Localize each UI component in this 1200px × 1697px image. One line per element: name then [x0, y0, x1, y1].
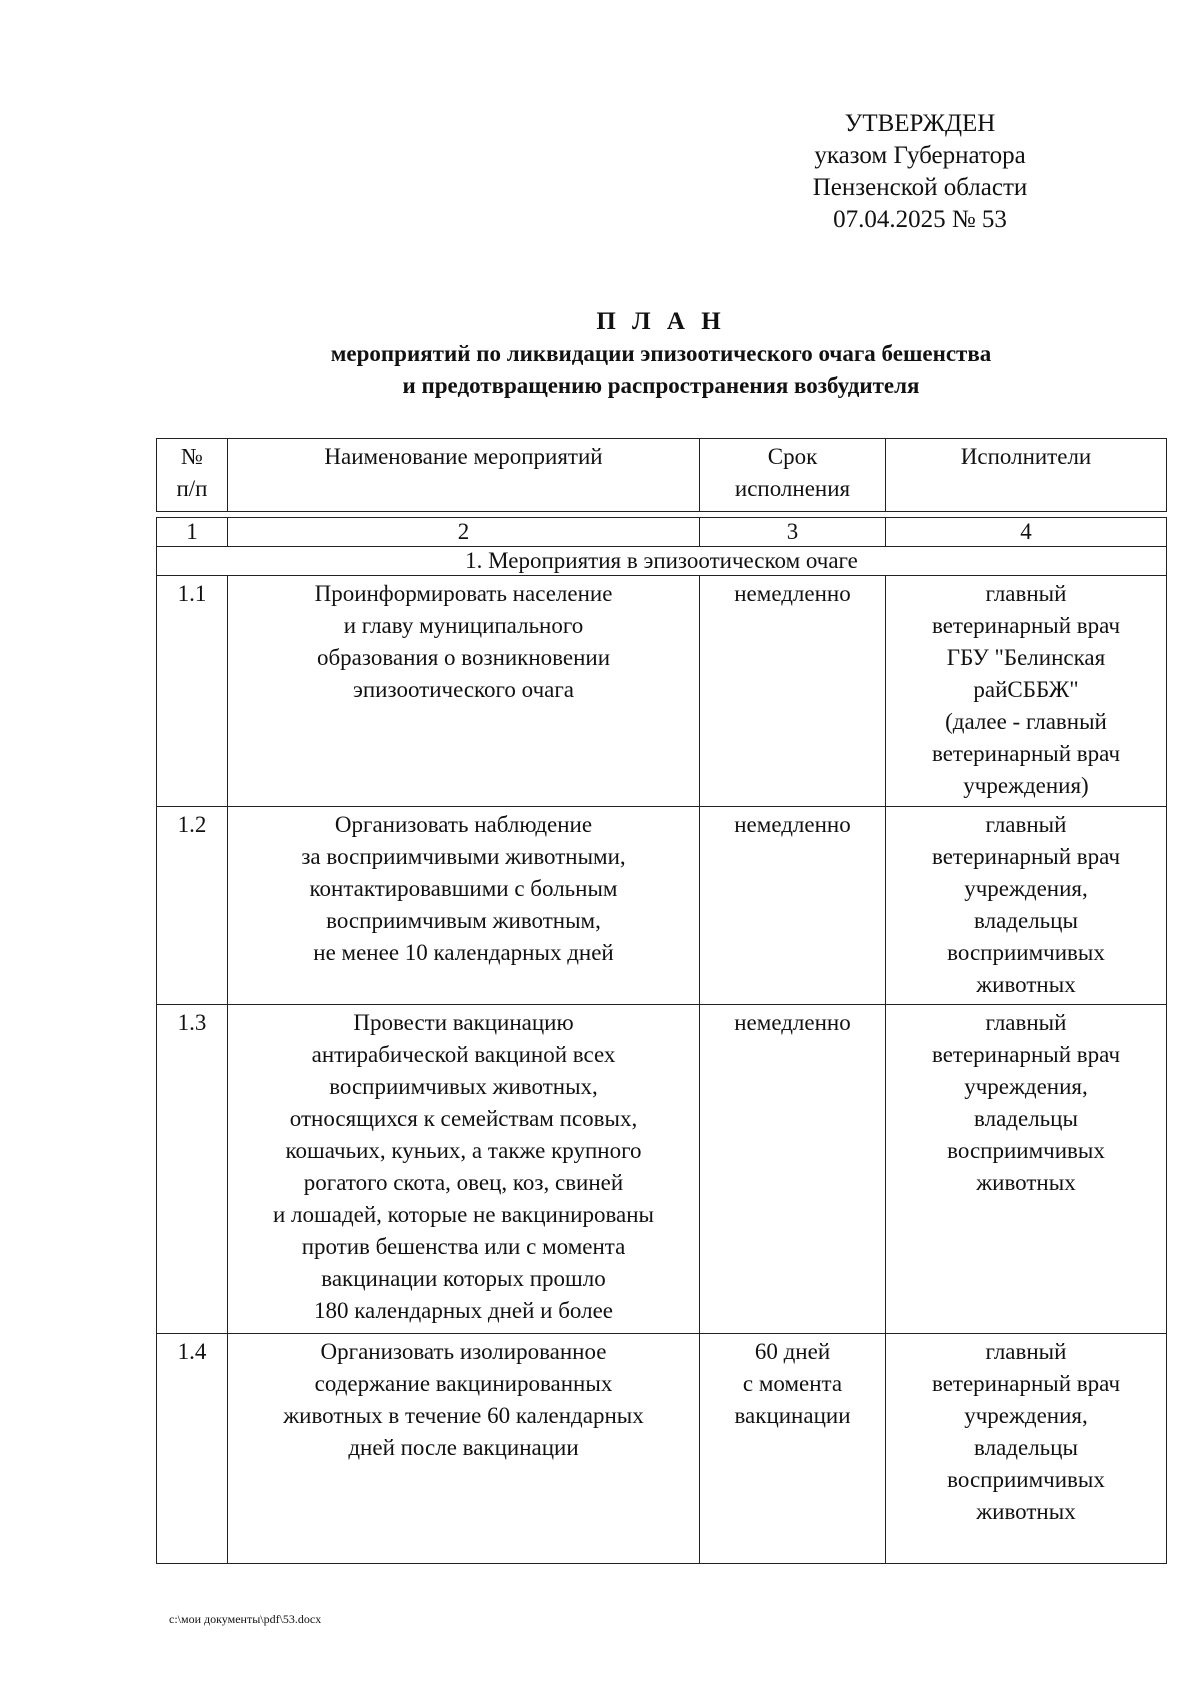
file-path-footer: c:\мои документы\pdf\53.docx [169, 1612, 322, 1626]
table-row [157, 1005, 1167, 1334]
section-title: 1. Мероприятия в эпизоотическом очаге [157, 547, 1167, 576]
row-executors: главный ветеринарный врач учреждения, владельцы восприимчивых животных [886, 1334, 1167, 1564]
row-activity: Организовать наблюдение за восприимчивыми животными, контактировавшими с больным восприимчивым животным, не менее 10 календарных дней [228, 807, 700, 1005]
header-executors: Исполнители [886, 439, 1167, 512]
row-number: 1.3 [157, 1005, 228, 1334]
row-activity: Провести вакцинацию антирабической вакциной всех восприимчивых животных, относящихся к семействам псовых, кошачьих, куньих, а также крупного рогатого скота, овец, коз, свиней и лошадей, которые не вакцинированы против бешенства или с момента вакцинации которых прошло 180 календарных дней и более [228, 1005, 700, 1334]
table-header-row [157, 439, 1167, 512]
plan-subtitle-line1: мероприятий по ликвидации эпизоотического очага бешенства [330, 341, 992, 366]
row-activity: Проинформировать население и главу муниципального образования о возникновении эпизоотического очага [228, 576, 700, 807]
column-number: 4 [886, 518, 1167, 547]
column-number: 3 [700, 518, 886, 547]
row-term: немедленно [700, 576, 886, 807]
header-term: Срок исполнения [700, 439, 886, 512]
plan-subtitle-line2: и предотвращению распространения возбудителя [402, 373, 920, 398]
row-number: 1.1 [157, 576, 228, 807]
row-number: 1.4 [157, 1334, 228, 1564]
column-number: 2 [228, 518, 700, 547]
plan-table [156, 438, 1167, 1564]
approval-stamp [770, 108, 1070, 236]
row-term: немедленно [700, 1005, 886, 1334]
approval-date-number: 07.04.2025 № 53 [833, 206, 1007, 233]
row-executors: главный ветеринарный врач учреждения, владельцы восприимчивых животных [886, 1005, 1167, 1334]
document-title [156, 306, 1166, 402]
plan-heading: П Л А Н [596, 308, 726, 335]
header-number: № п/п [157, 439, 228, 512]
table-row [157, 807, 1167, 1005]
approval-title: УТВЕРЖДЕН [844, 110, 996, 137]
approval-issuer: указом Губернатора [814, 142, 1026, 169]
row-term: 60 дней с момента вакцинации [700, 1334, 886, 1564]
section-row [157, 547, 1167, 576]
row-term: немедленно [700, 807, 886, 1005]
column-numbers-row [157, 518, 1167, 547]
column-number: 1 [157, 518, 228, 547]
header-name: Наименование мероприятий [228, 439, 700, 512]
row-number: 1.2 [157, 807, 228, 1005]
row-executors: главный ветеринарный врач учреждения, владельцы восприимчивых животных [886, 807, 1167, 1005]
row-executors: главный ветеринарный врач ГБУ "Белинская райСББЖ" (далее - главный ветеринарный врач учреждения) [886, 576, 1167, 807]
row-activity: Организовать изолированное содержание вакцинированных животных в течение 60 календарных дней после вакцинации [228, 1334, 700, 1564]
approval-region: Пензенской области [812, 174, 1028, 201]
table-row [157, 1334, 1167, 1564]
table-row [157, 576, 1167, 807]
